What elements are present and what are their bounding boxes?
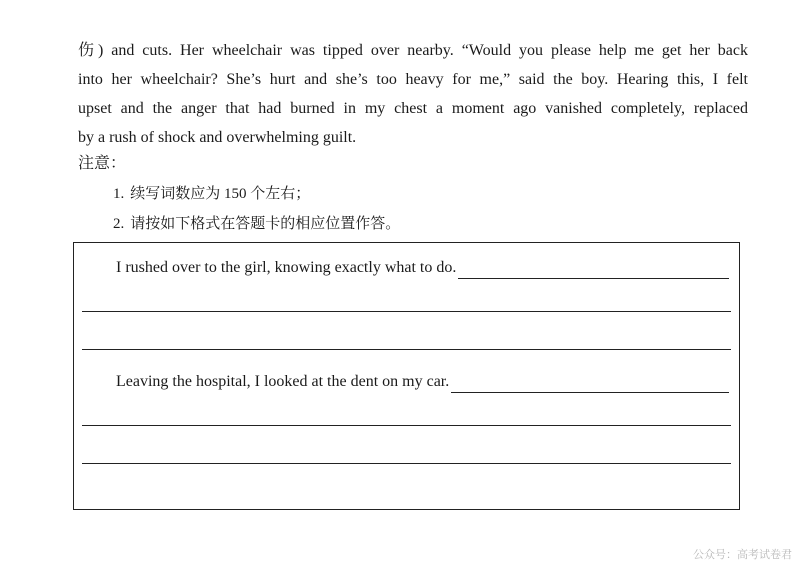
writing-blank[interactable] — [451, 376, 729, 393]
note-number: 1. — [113, 186, 125, 202]
writing-line[interactable] — [82, 311, 731, 312]
prompt-text: I rushed over to the girl, knowing exactly what to do. — [116, 259, 457, 276]
story-passage — [78, 36, 748, 152]
paragraph-1-prompt — [116, 257, 729, 279]
watermark-text: 公众号：高考试卷君 — [693, 548, 792, 561]
writing-line[interactable] — [82, 463, 731, 464]
writing-line[interactable] — [82, 425, 731, 426]
note-number: 2. — [113, 216, 125, 232]
writing-blank[interactable] — [458, 262, 729, 279]
passage-line: upset and the anger that had burned in my chest a moment ago vanished completely, replaced — [78, 100, 748, 117]
note-item — [113, 212, 400, 236]
passage-line: into her wheelchair? She’s hurt and she’s too heavy for me,” said the boy. Hearing this, I felt — [78, 71, 748, 88]
note-text: 请按如下格式在答题卡的相应位置作答。 — [130, 216, 401, 232]
prompt-text: Leaving the hospital, I looked at the dent on my car. — [116, 373, 450, 390]
note-item — [113, 182, 310, 206]
answer-box — [73, 242, 740, 510]
note-text: 续写词数应为 150 个左右； — [130, 186, 311, 202]
notes-title: 注意： — [78, 155, 127, 172]
paragraph-2-prompt — [116, 371, 729, 393]
passage-line: by a rush of shock and overwhelming guilt. — [78, 129, 357, 146]
writing-line[interactable] — [82, 349, 731, 350]
passage-line: 伤) and cuts. Her wheelchair was tipped over nearby. “Would you please help me get her back — [78, 42, 748, 59]
